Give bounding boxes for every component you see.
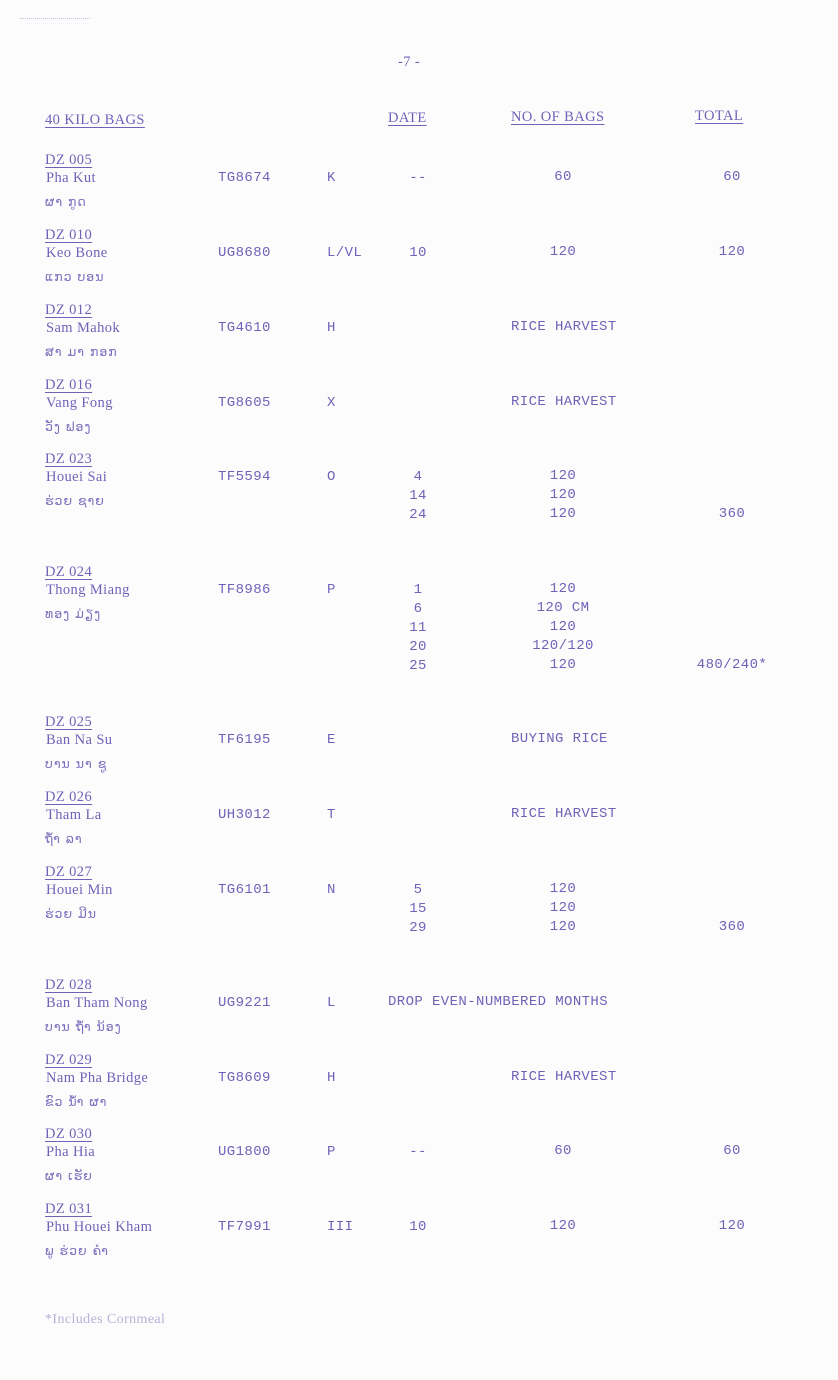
- bag-count: 60: [554, 169, 572, 185]
- drop-zone-lao-name: ພູ ຮ່ວຍ ຄຳ: [45, 1243, 109, 1258]
- drop-zone-lao-name: ຮ່ວຍ ຊາຍ: [45, 493, 105, 508]
- grid-reference: TF6195: [218, 732, 271, 748]
- drop-zone-code: DZ 026: [45, 789, 93, 805]
- drop-zone-name: Tham La: [46, 807, 102, 823]
- zone-letter: H: [327, 320, 336, 336]
- grid-reference: UG1800: [218, 1144, 271, 1160]
- drop-date: 20: [409, 639, 427, 655]
- bag-count: 120: [549, 506, 577, 522]
- zone-letter: L/VL: [327, 245, 363, 261]
- status-note: BUYING RICE: [511, 731, 608, 747]
- bag-count: 120: [549, 487, 577, 503]
- drop-zone-name: Pha Hia: [46, 1144, 96, 1160]
- bag-count: 120: [549, 619, 577, 635]
- bag-count: 120: [549, 919, 577, 935]
- drop-date: 15: [409, 901, 427, 917]
- bag-count: 120: [549, 244, 577, 260]
- status-note: RICE HARVEST: [511, 394, 617, 410]
- zone-letter: P: [327, 582, 336, 598]
- zone-letter: H: [327, 1070, 336, 1086]
- drop-zone-code: DZ 005: [45, 152, 93, 168]
- zone-letter: X: [327, 395, 336, 411]
- grid-reference: TG8609: [218, 1070, 271, 1086]
- drop-zone-code: DZ 028: [45, 977, 93, 993]
- drop-date: 25: [409, 658, 427, 674]
- corner-mark: [20, 18, 90, 25]
- total-bags: 480/240*: [696, 657, 768, 673]
- drop-zone-name: Houei Sai: [46, 469, 108, 485]
- drop-zone-name: Nam Pha Bridge: [46, 1070, 149, 1086]
- bag-count: 120: [549, 881, 577, 897]
- drop-zone-lao-name: ຂົວ ນ້ຳ ຜາ: [45, 1094, 108, 1109]
- drop-zone-lao-name: ຮ່ວຍ ມີນ: [45, 906, 98, 921]
- header-bags: 40 KILO BAGS: [45, 112, 145, 128]
- drop-zone-lao-name: ຜາ ກູດ: [45, 194, 87, 209]
- drop-zone-code: DZ 030: [45, 1126, 93, 1142]
- zone-letter: III: [327, 1219, 354, 1235]
- drop-zone-code: DZ 010: [45, 227, 93, 243]
- drop-zone-lao-name: ສາ ມາ ກອກ: [45, 344, 118, 359]
- drop-zone-lao-name: ຜາ ເຮັຍ: [45, 1168, 93, 1183]
- drop-date: 6: [413, 601, 423, 617]
- drop-zone-name: Sam Mahok: [46, 320, 121, 336]
- drop-date: 10: [409, 1219, 427, 1235]
- zone-letter: O: [327, 469, 336, 485]
- drop-zone-name: Keo Bone: [46, 245, 108, 261]
- total-bags: 60: [723, 169, 741, 185]
- drop-date: --: [409, 1144, 427, 1160]
- drop-zone-name: Ban Tham Nong: [46, 995, 148, 1011]
- drop-zone-lao-name: ບານ ຖ້ຳ ນ້ອງ: [45, 1019, 122, 1034]
- bag-count: 120: [549, 581, 577, 597]
- drop-zone-name: Pha Kut: [46, 170, 96, 186]
- total-bags: 360: [718, 506, 746, 522]
- header-num-bags: NO. OF BAGS: [511, 109, 605, 125]
- zone-letter: L: [327, 995, 336, 1011]
- drop-date: 5: [413, 882, 423, 898]
- zone-letter: K: [327, 170, 336, 186]
- zone-letter: P: [327, 1144, 336, 1160]
- grid-reference: UH3012: [218, 807, 271, 823]
- grid-reference: TG8605: [218, 395, 271, 411]
- footnote: *Includes Cornmeal: [45, 1312, 166, 1327]
- header-total: TOTAL: [695, 108, 744, 124]
- drop-zone-code: DZ 012: [45, 302, 93, 318]
- grid-reference: TG4610: [218, 320, 271, 336]
- drop-zone-lao-name: ແກວ ບອນ: [45, 269, 105, 284]
- drop-date: 4: [413, 469, 423, 485]
- drop-date: 14: [409, 488, 427, 504]
- bag-count: 120 CM: [536, 600, 590, 616]
- drop-zone-lao-name: ວັງ ຟອງ: [45, 419, 92, 434]
- drop-date: 11: [409, 620, 427, 636]
- bag-count: 60: [554, 1143, 572, 1159]
- page-number: -7 -: [398, 54, 421, 70]
- bag-count: 120: [549, 1218, 577, 1234]
- drop-zone-name: Houei Min: [46, 882, 113, 898]
- total-bags: 60: [723, 1143, 741, 1159]
- drop-zone-code: DZ 029: [45, 1052, 93, 1068]
- grid-reference: TF5594: [218, 469, 271, 485]
- grid-reference: UG8680: [218, 245, 271, 261]
- drop-date: --: [409, 170, 427, 186]
- drop-date: 29: [409, 920, 427, 936]
- bag-count: 120: [549, 657, 577, 673]
- zone-letter: E: [327, 732, 336, 748]
- grid-reference: TF7991: [218, 1219, 271, 1235]
- header-date: DATE: [388, 110, 427, 126]
- drop-zone-code: DZ 016: [45, 377, 93, 393]
- drop-zone-lao-name: ຖ້ຳ ລາ: [45, 831, 83, 846]
- drop-zone-name: Thong Miang: [46, 582, 130, 598]
- drop-date: 24: [409, 507, 427, 523]
- status-note: RICE HARVEST: [511, 806, 617, 822]
- status-note: RICE HARVEST: [511, 319, 617, 335]
- drop-zone-lao-name: ທອງ ມ່ຽງ: [45, 606, 102, 621]
- drop-zone-code: DZ 023: [45, 451, 93, 467]
- drop-date: 10: [409, 245, 427, 261]
- drop-zone-code: DZ 025: [45, 714, 93, 730]
- drop-zone-name: Vang Fong: [46, 395, 113, 411]
- total-bags: 360: [718, 919, 746, 935]
- bag-count: 120: [549, 900, 577, 916]
- zone-letter: T: [327, 807, 336, 823]
- bag-count: 120: [549, 468, 577, 484]
- total-bags: 120: [718, 244, 746, 260]
- drop-zone-lao-name: ບານ ນາ ຊູ: [45, 756, 108, 771]
- grid-reference: UG9221: [218, 995, 271, 1011]
- status-note: RICE HARVEST: [511, 1069, 617, 1085]
- status-note: DROP EVEN-NUMBERED MONTHS: [388, 994, 609, 1010]
- bag-count: 120/120: [532, 638, 594, 654]
- total-bags: 120: [718, 1218, 746, 1234]
- drop-zone-code: DZ 024: [45, 564, 93, 580]
- drop-zone-name: Ban Na Su: [46, 732, 113, 748]
- grid-reference: TF8986: [218, 582, 271, 598]
- grid-reference: TG8674: [218, 170, 271, 186]
- drop-zone-code: DZ 027: [45, 864, 93, 880]
- grid-reference: TG6101: [218, 882, 271, 898]
- zone-letter: N: [327, 882, 336, 898]
- drop-date: 1: [413, 582, 423, 598]
- drop-zone-code: DZ 031: [45, 1201, 93, 1217]
- drop-zone-name: Phu Houei Kham: [46, 1219, 153, 1235]
